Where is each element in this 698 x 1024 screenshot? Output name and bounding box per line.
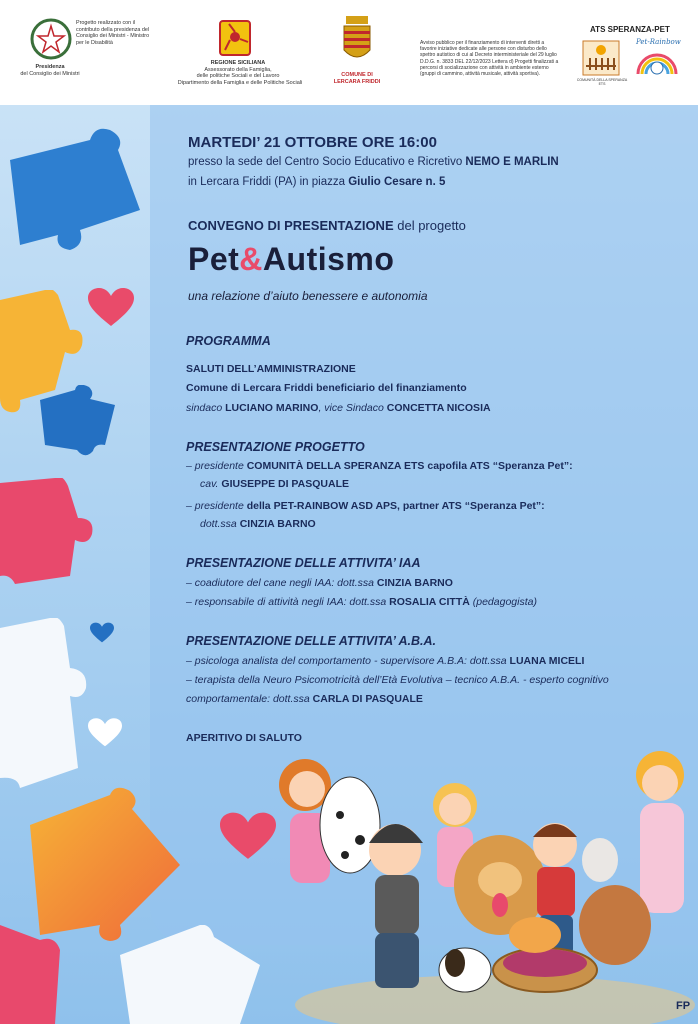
iaa-item-1 xyxy=(186,577,453,589)
iaa-item-2 xyxy=(186,596,537,608)
italy-emblem-icon xyxy=(30,18,72,60)
sindaco-name: LUCIANO MARINO xyxy=(225,402,319,414)
saluti-comune: Comune di Lercara Friddi beneficiario del finanziamento xyxy=(186,382,467,394)
saluti-sindaco xyxy=(186,402,491,414)
puzzle-piece-pink-bottom-icon xyxy=(0,925,70,1024)
event-date: MARTEDI’ 21 OTTOBRE ORE 16:00 xyxy=(188,134,437,151)
puzzle-piece-blue-icon xyxy=(0,120,160,280)
iaa-item-1-role: – coadiutore del cane negli IAA: dott.ssa xyxy=(186,577,377,589)
comunita-caption: COMUNITÀ DELLA SPERANZA ETS xyxy=(576,78,628,86)
project-subtitle: una relazione d’aiuto benessere e autonomia xyxy=(188,289,428,303)
ats-title: ATS SPERANZA-PET xyxy=(590,25,670,34)
lercara-crest-icon xyxy=(342,16,372,66)
presentazione-progetto-heading: PRESENTAZIONE PROGETTO xyxy=(186,440,365,454)
attivita-iaa-heading: PRESENTAZIONE DELLE ATTIVITA’ IAA xyxy=(186,556,421,570)
progetto-item-2-name: CINZIA BARNO xyxy=(239,518,316,530)
aba-item-1 xyxy=(186,655,584,667)
aba-item-2-cont xyxy=(186,693,423,705)
attivita-aba-heading: PRESENTAZIONE DELLE ATTIVITA’ A.B.A. xyxy=(186,634,437,648)
aba-item-2-role: comportamentale: dott.ssa xyxy=(186,693,313,705)
event-address-text: in Lercara Friddi (PA) in piazza xyxy=(188,176,349,188)
puzzle-piece-white-icon xyxy=(0,618,95,793)
avviso-text: Avviso pubblico per il finanziamento di interventi diretti a favorire iniziative dedicate alle persone con disturbo dello spettro autistico di cui al Decreto interministeriale del 29 luglio D.D.G. n. 3833 DEL 22/12/2023 Lettera d) Progetti finalizzati a percorsi di socializzazione con attività in ambiente esterno (gruppi di cammino, attività musicale, attività sportiva). xyxy=(420,40,559,78)
children-and-pets-illustration xyxy=(265,745,698,1024)
saluti-heading: SALUTI DELL’AMMINISTRAZIONE xyxy=(186,363,356,375)
progetto-item-2-person xyxy=(200,518,316,530)
sicily-trinacria-icon xyxy=(219,20,251,56)
presidenza-label: Presidenza xyxy=(35,64,65,70)
header-band xyxy=(0,0,698,105)
aba-item-1-name: LUANA MICELI xyxy=(509,655,585,667)
iaa-item-2-note: (pedagogista) xyxy=(469,596,537,608)
sindaco-role: sindaco xyxy=(186,402,226,414)
regione-line3: delle politiche Sociali e del Lavoro xyxy=(196,73,280,79)
programma-heading: PROGRAMMA xyxy=(186,334,271,348)
progetto-item-2-org: della PET-RAINBOW ASD APS, partner ATS “Speranza Pet”: xyxy=(246,500,545,512)
puzzle-piece-white-bottom-icon xyxy=(110,925,270,1024)
event-venue-name: NEMO E MARLIN xyxy=(465,156,559,168)
regione-line4: Dipartimento della Famiglia e delle Politiche Sociali xyxy=(177,79,303,86)
aperitivo-text: APERITIVO DI SALUTO xyxy=(186,732,302,744)
progetto-item-1-title: cav. xyxy=(200,478,222,490)
event-address-street: Giulio Cesare n. 5 xyxy=(348,176,446,188)
progetto-item-1-role: – presidente xyxy=(186,460,247,472)
iaa-item-2-role: – responsabile di attività negli IAA: dott.ssa xyxy=(186,596,390,608)
convegno-label: CONVEGNO DI PRESENTAZIONE xyxy=(188,218,394,233)
progetto-item-1-org: COMUNITÀ DELLA SPERANZA ETS capofila ATS “Speranza Pet”: xyxy=(246,460,573,472)
progetto-item-1-name: GIUSEPPE DI PASQUALE xyxy=(221,478,349,490)
title-pet: Pet xyxy=(188,241,240,277)
convegno-suffix: del progetto xyxy=(393,218,466,233)
aba-item-1-role: – psicologa analista del comportamento - supervisore A.B.A: dott.ssa xyxy=(186,655,510,667)
puzzle-piece-orange-icon xyxy=(10,785,190,945)
aba-item-2-name: CARLA DI PASQUALE xyxy=(312,693,423,705)
footer-mark: FP xyxy=(676,1000,691,1012)
pet-rainbow-logo-icon xyxy=(634,40,680,80)
presidenza-text: Progetto realizzato con il contributo della presidenza del Consiglio dei Ministri - Ministro per le Disabilità xyxy=(76,20,150,46)
progetto-item-1 xyxy=(186,460,573,472)
progetto-item-2-title: dott.ssa xyxy=(200,518,240,530)
vicesindaco-role: , vice Sindaco xyxy=(318,402,387,414)
regione-name: REGIONE SICILIANA xyxy=(210,60,266,66)
iaa-item-2-name: ROSALIA CITTÀ xyxy=(389,596,470,608)
aba-item-2: – terapista della Neuro Psicomotricità dell’Età Evolutiva – tecnico A.B.A. - esperto cognitivo xyxy=(186,674,609,686)
iaa-item-1-name: CINZIA BARNO xyxy=(376,577,453,589)
comune-name: LERCARA FRIDDI xyxy=(333,78,381,85)
title-autismo: Autismo xyxy=(262,241,395,277)
project-title xyxy=(188,241,394,278)
heart-white-icon xyxy=(88,718,122,748)
event-place-line1 xyxy=(188,156,559,168)
heart-icon xyxy=(88,288,134,328)
progetto-item-2-role: – presidente xyxy=(186,500,247,512)
event-place-line2 xyxy=(188,176,445,188)
comune-label: COMUNE DI xyxy=(341,72,373,78)
pet-rainbow-text: Pet-Rainbow xyxy=(636,38,681,46)
event-place-text: presso la sede del Centro Socio Educativo e Ricretivo xyxy=(188,156,466,168)
presidenza-sublabel: del Consiglio dei Ministri xyxy=(20,70,80,77)
puzzle-piece-pink-icon xyxy=(0,478,95,588)
puzzle-piece-blue-small-icon xyxy=(35,385,125,460)
progetto-item-2 xyxy=(186,500,545,512)
title-ampersand: & xyxy=(239,241,263,277)
vicesindaco-name: CONCETTA NICOSIA xyxy=(386,402,491,414)
comunita-speranza-logo-icon xyxy=(582,40,620,76)
regione-line2: Assessorato della Famiglia, xyxy=(204,66,272,73)
progetto-item-1-person xyxy=(200,478,349,490)
convegno-heading xyxy=(188,218,466,233)
